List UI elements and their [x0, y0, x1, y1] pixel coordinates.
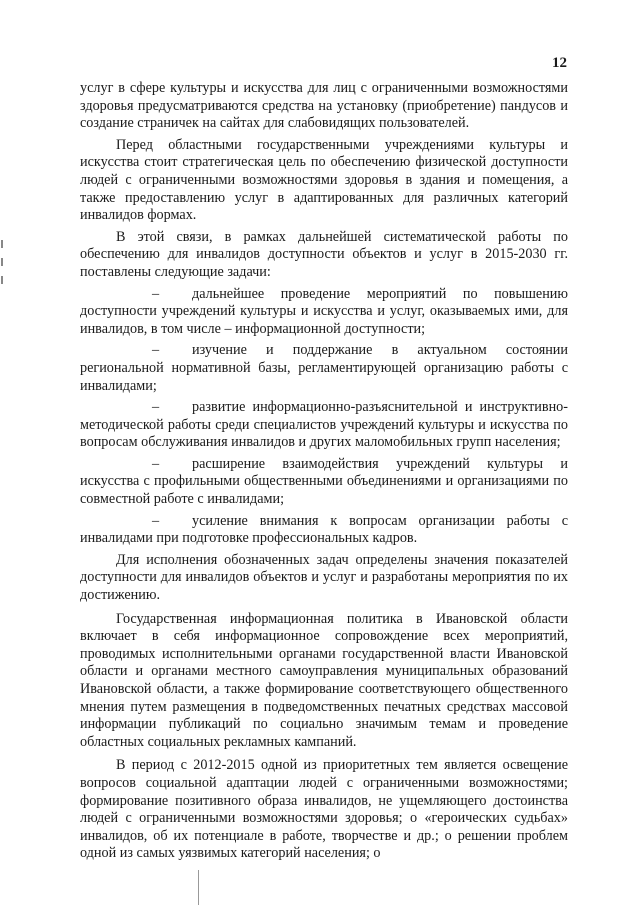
list-item-3: [80, 399, 568, 452]
list-dash: –: [152, 399, 160, 416]
list-item-text: развитие информационно-разъяснительной и инструктивно-методической работы среди специалистов учреждений культуры и искусства по вопросам обслуживания инвалидов и других маломобильных групп населения;: [80, 399, 568, 451]
list-item-5: [80, 513, 568, 548]
paragraph-3: В этой связи, в рамках дальнейшей систематической работы по обеспечению для инвалидов доступности объектов и услуг в 2015-2030 гг. поставлены следующие задачи:: [80, 228, 568, 280]
list-item-1: [80, 286, 568, 339]
paragraph-2: Перед областными государственными учреждениями культуры и искусства стоит стратегическая цель по обеспечению физической доступности людей с ограниченными возможностями здоровья в здания и помещения, а также предоставлению услуг в адаптированных для различных категорий инвалидов формах.: [80, 136, 568, 224]
paragraph-5: Государственная информационная политика в Ивановской области включает в себя информационное сопровождение всех мероприятий, проводимых исполнительными органами государственной власти Ивановской области и органами местного самоуправления муниципальных образований Ивановской области, а также формирование соответствующего общественного мнения путем размещения в подведомственных печатных средствах массовой информации публикаций по социально значимым темам и проведение областных социальных рекламных кампаний.: [80, 610, 568, 750]
list-dash: –: [152, 285, 160, 302]
list-item-text: расширение взаимодействия учреждений культуры и искусства с профильными общественными объединениями и организациями по совместной работе с инвалидами;: [80, 455, 568, 508]
list-item-text: усиление внимания к вопросам организации работы с инвалидами при подготовке профессиональных кадров.: [80, 512, 568, 547]
list-dash: –: [152, 342, 160, 359]
document-body: [80, 80, 568, 863]
paragraph-4: Для исполнения обозначенных задач определены значения показателей доступности для инвалидов объектов и услуг и разработаны мероприятия по их достижению.: [80, 551, 568, 604]
list-item-text: изучение и поддержание в актуальном состоянии региональной нормативной базы, регламентирующей организацию работы с инвалидами;: [80, 342, 568, 394]
paragraph-1: услуг в сфере культуры и искусства для лиц с ограниченными возможностями здоровья предусматриваются средства на установку (приобретение) пандусов и создание страничек на сайтах для слабовидящих пользователей.: [80, 80, 568, 132]
list-item-2: [80, 342, 568, 395]
list-item-4: [80, 456, 568, 509]
scan-edge-line: [198, 870, 199, 905]
list-item-text: дальнейшее проведение мероприятий по повышению доступности учреждений культуры и искусства и услуг, оказываемых ими, для инвалидов, в том числе – информационной доступности;: [80, 285, 568, 337]
paragraph-6: В период с 2012-2015 одной из приоритетных тем является освещение вопросов социальной адаптации людей с ограниченными возможностями; формирование позитивного образа инвалидов, не ущемляющего достоинства людей с ограниченными возможностями здоровья; о «героических судьбах» инвалидов, об их потенциале в работе, творчестве и др.; о решении проблем одной из самых уязвимых категорий населения; о: [80, 757, 568, 862]
page-number: 12: [552, 55, 567, 71]
list-dash: –: [152, 455, 160, 472]
list-dash: –: [152, 512, 160, 529]
margin-marks: [0, 240, 4, 300]
